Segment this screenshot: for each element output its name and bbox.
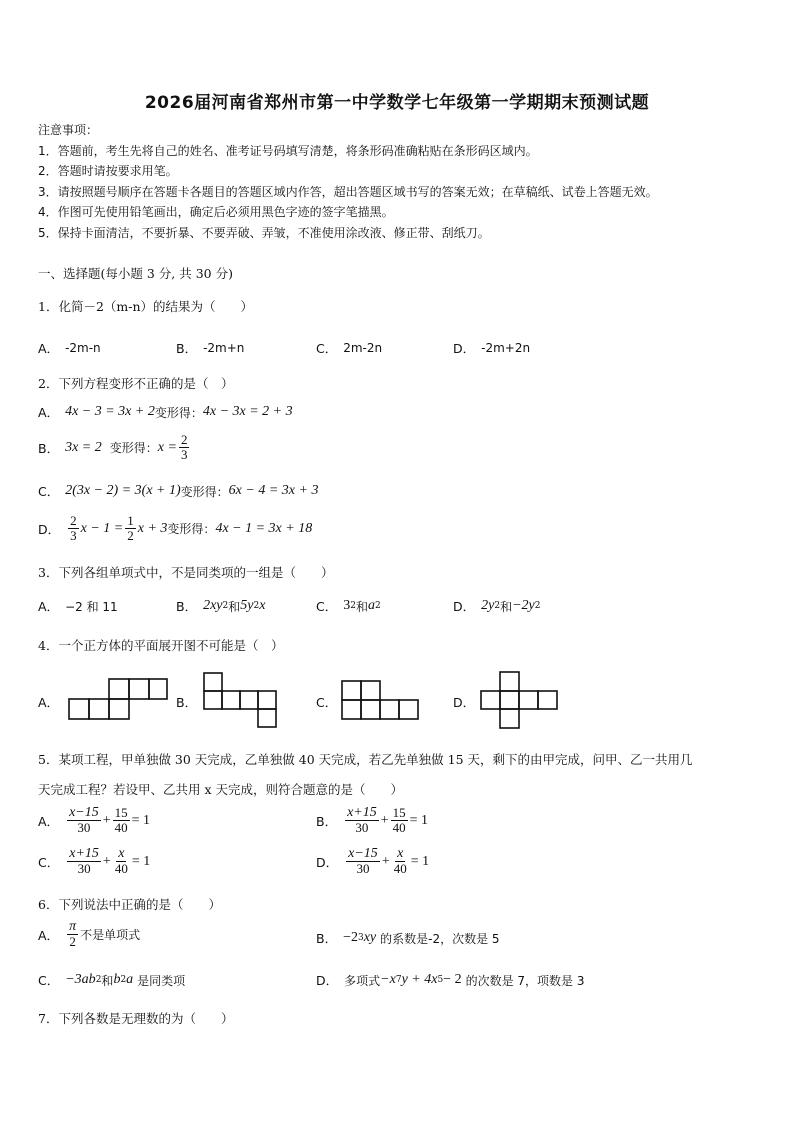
notice-item: 1．答题前，考生先将自己的姓名、准考证号码填写清楚，将条形码准确粘贴在条形码区域内。 (38, 144, 538, 158)
q5-option-d (316, 847, 429, 876)
equation: 2(3x − 2) = 3(x + 1) (65, 483, 181, 498)
q3-option-c (316, 597, 381, 615)
monomial: 2xy (203, 598, 223, 613)
cube-net-a-figure (68, 678, 168, 722)
option-text: 不是单项式 (80, 928, 141, 942)
exponent: 2 (253, 601, 260, 611)
fraction (125, 514, 136, 543)
option-text: 的系数是-2，次数是 5 (380, 931, 500, 946)
q4-option-b-label (176, 693, 203, 711)
equation: x = (157, 439, 177, 455)
option-label: B． (176, 695, 198, 710)
fraction (68, 514, 79, 543)
option-label: B． (38, 440, 60, 456)
conjunction: 和 (355, 599, 368, 614)
equation: 6x − 4 = 3x + 3 (228, 483, 319, 498)
conjunction: 和 (500, 599, 513, 614)
denominator: 40 (392, 820, 406, 835)
option-label: D． (453, 599, 476, 614)
q4-option-d-label (453, 693, 481, 711)
option-label: C． (316, 599, 338, 614)
notice-item: 3．请按照题号顺序在答题卡各题目的答题区域内作答，超出答题区域书写的答案无效；在草稿纸、试卷上答题无效。 (38, 185, 658, 199)
question-4-stem: 4．一个正方体的平面展开图不可能是（ ） (38, 638, 284, 653)
denominator: 3 (180, 447, 188, 462)
monomial: 3 (343, 598, 351, 613)
q1-option-a (38, 339, 101, 357)
coefficient: −2 (343, 930, 358, 945)
numerator: 15 (114, 805, 128, 820)
exponent: 3 (357, 933, 364, 943)
fraction (346, 847, 380, 876)
option-label: A． (38, 405, 60, 420)
section-heading: 一、选择题(每小题 3 分, 共 30 分) (38, 266, 233, 281)
exam-title: 2026届河南省郑州市第一中学数学七年级第一学期期末预测试题 (144, 93, 650, 113)
option-label: C． (38, 854, 60, 870)
polynomial-term: −x (380, 972, 396, 987)
denominator: 30 (356, 861, 370, 876)
monomial: x (259, 598, 266, 613)
option-label: B． (316, 931, 338, 946)
equation: 3x = 2 (65, 439, 102, 455)
fraction (392, 847, 409, 876)
fraction (67, 806, 101, 835)
option-label: D． (38, 521, 61, 537)
notice-item: 2．答题时请按要求用笔。 (38, 164, 178, 178)
option-label: C． (38, 484, 60, 499)
numerator: 2 (70, 513, 77, 528)
q5-option-c (38, 847, 150, 876)
monomial: a (367, 598, 375, 613)
exponent: 2 (350, 601, 356, 611)
notice-item: 4．作图可先使用铅笔画出，确定后必须用黑色字迹的签字笔描黑。 (38, 205, 394, 219)
monomial: −3ab (65, 972, 96, 987)
fraction (391, 806, 408, 835)
numerator: 15 (392, 805, 406, 820)
exponent: 5 (437, 975, 444, 985)
conjunction: 和 (101, 973, 114, 988)
q6-option-a (38, 920, 140, 949)
q2-option-c (38, 482, 318, 500)
denominator: 3 (70, 528, 77, 543)
option-label: B． (316, 813, 338, 829)
fraction (179, 433, 190, 462)
exponent: 2 (534, 601, 541, 611)
option-text: 的次数是 7，项数是 3 (465, 973, 585, 988)
variables: xy (363, 930, 377, 945)
monomial: b (113, 972, 121, 987)
fraction (67, 847, 101, 876)
equation: x + 3 (137, 520, 168, 536)
polynomial-term: y + 4x (401, 972, 438, 987)
fraction (67, 920, 78, 949)
option-text: −2 和 11 (65, 599, 118, 614)
fraction (113, 847, 130, 876)
numerator: x+15 (347, 805, 377, 820)
option-text: -2m+2n (481, 341, 531, 355)
question-6-stem: 6．下列说法中正确的是（ ） (38, 897, 221, 912)
transform-text: 变形得： (109, 441, 158, 455)
q1-option-b (176, 339, 244, 357)
q5-option-b (316, 806, 428, 835)
monomial: 2y (481, 598, 495, 613)
question-7-stem: 7．下列各数是无理数的为（ ） (38, 1011, 234, 1026)
question-3-stem: 3．下列各组单项式中，不是同类项的一组是（ ） (38, 565, 334, 580)
numerator: 2 (180, 432, 188, 447)
denominator: 2 (69, 934, 76, 949)
option-text: -2m-n (65, 341, 101, 355)
numerator: x (397, 846, 404, 861)
option-label: D． (453, 341, 476, 356)
denominator: 30 (77, 861, 91, 876)
option-label: A． (38, 927, 60, 943)
option-text: 多项式 (344, 973, 381, 988)
q3-option-d (453, 597, 541, 615)
q6-option-c (38, 971, 185, 989)
denominator: 2 (127, 528, 134, 543)
denominator: 40 (114, 820, 128, 835)
denominator: 30 (355, 820, 369, 835)
fraction (345, 806, 379, 835)
notice-item: 5．保持卡面清洁，不要折暴、不要弄破、弄皱，不准使用涂改液、修正带、刮纸刀。 (38, 226, 490, 240)
q4-option-c-label (316, 693, 343, 711)
q5-option-a (38, 806, 150, 835)
equals-one: = 1 (410, 853, 430, 869)
equation: x − 1 = (80, 520, 124, 536)
exponent: 2 (120, 975, 127, 985)
plus-sign: + (102, 812, 111, 828)
plus-sign: + (102, 853, 111, 869)
exponent: 2 (95, 975, 102, 985)
equals-one: = 1 (131, 853, 151, 869)
denominator: 40 (114, 861, 128, 876)
denominator: 40 (393, 861, 407, 876)
monomial: 5y (240, 598, 254, 613)
notice-heading: 注意事项： (38, 123, 99, 137)
monomial: a (126, 972, 134, 987)
option-label: D． (316, 854, 339, 870)
cube-net-c-figure (341, 680, 419, 720)
q2-option-d (38, 514, 312, 543)
exponent: 7 (395, 975, 402, 985)
exponent: 2 (494, 601, 501, 611)
equals-one: = 1 (409, 812, 429, 828)
question-2-stem: 2．下列方程变形不正确的是（ ） (38, 376, 234, 391)
plus-sign: + (380, 812, 389, 828)
equation: 4x − 3x = 2 + 3 (202, 404, 293, 419)
option-text: 2m-2n (343, 341, 383, 355)
question-1-stem: 1．化简－2（m-n）的结果为（ ） (38, 299, 254, 314)
option-label: C． (38, 973, 60, 988)
fraction (113, 806, 130, 835)
polynomial-term: − 2 (443, 972, 462, 987)
option-text: 是同类项 (137, 973, 186, 988)
cube-net-b-figure (203, 672, 279, 728)
option-label: D． (453, 695, 476, 710)
q6-option-b (316, 929, 500, 947)
equation: 4x − 3 = 3x + 2 (65, 404, 155, 419)
equals-one: = 1 (131, 812, 151, 828)
option-label: A． (38, 599, 60, 614)
q2-option-a (38, 403, 293, 421)
plus-sign: + (381, 853, 390, 869)
exponent: 2 (222, 601, 229, 611)
numerator: 1 (127, 513, 134, 528)
question-5-stem-line1: 5．某项工程，甲单独做 30 天完成，乙单独做 40 天完成，若乙先单独做 15 天，剩下的由甲完成，问甲、乙一共用几 (38, 752, 693, 767)
equation: 4x − 1 = 3x + 18 (215, 520, 313, 536)
transform-text: 变形得： (167, 522, 216, 536)
option-label: A． (38, 813, 60, 829)
q1-option-c (316, 339, 382, 357)
q3-option-a (38, 597, 118, 615)
q1-option-d (453, 339, 530, 357)
numerator: π (69, 919, 77, 934)
numerator: x (118, 846, 125, 861)
transform-text: 变形得： (180, 484, 229, 499)
question-5-stem-line2: 天完成工程？若设甲、乙共用 x 天完成，则符合题意的是（ ） (38, 782, 403, 797)
option-label: B． (176, 341, 198, 356)
option-label: A． (38, 695, 60, 710)
numerator: x−15 (348, 846, 378, 861)
numerator: x−15 (69, 805, 99, 820)
conjunction: 和 (228, 599, 241, 614)
denominator: 30 (77, 820, 91, 835)
option-label: B． (176, 599, 198, 614)
option-label: A． (38, 341, 60, 356)
transform-text: 变形得： (154, 405, 203, 420)
option-label: D． (316, 973, 339, 988)
q4-option-a-label (38, 693, 65, 711)
cube-net-d-figure (480, 671, 558, 729)
option-label: C． (316, 341, 338, 356)
numerator: x+15 (69, 846, 99, 861)
monomial: −2y (512, 598, 535, 613)
q2-option-b (38, 433, 191, 462)
exponent: 2 (374, 601, 381, 611)
option-text: -2m+n (203, 341, 245, 355)
q3-option-b (176, 597, 265, 615)
q6-option-d (316, 971, 584, 989)
option-label: C． (316, 695, 338, 710)
